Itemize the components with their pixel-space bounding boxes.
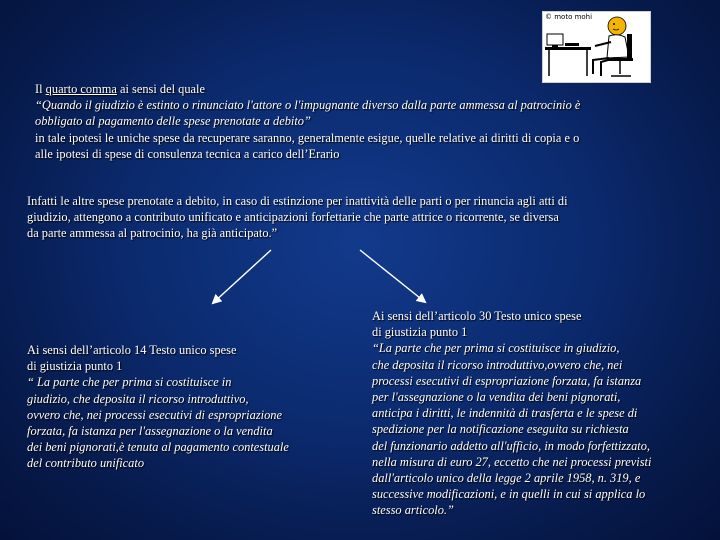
- article-30-box: [372, 308, 651, 519]
- article-14-quote-line: giudizio, che deposita il ricorso introduttivo,: [27, 391, 249, 406]
- infatti-line: giudizio, attengono a contributo unificato e anticipazioni forfettarie che parte attrice o ricorrente, se diversa: [27, 210, 559, 225]
- article-30-quote-line: del funzionario addetto all'ufficio, in modo forfettizzato,: [372, 438, 650, 453]
- article-30-quote-line: processi esecutivi di espropriazione forzata, fa istanza: [372, 373, 642, 388]
- article-14-quote-line: forzata, fa istanza per l'assegnazione o la vendita: [27, 424, 273, 439]
- intro-first-line: Il quarto comma ai sensi del quale: [35, 82, 205, 96]
- intro-plain-line: alle ipotesi di spese di consulenza tecnica a carico dell’Erario: [35, 146, 340, 161]
- article-14-quote-line: ovvero che, nei processi esecutivi di espropriazione: [27, 407, 282, 422]
- article-30-quote-line: successive modificazioni, e in quelli in cui si applica lo: [372, 487, 646, 502]
- quarto-comma-text: quarto comma: [45, 82, 117, 96]
- intro-quote-line: obbligato al pagamento delle spese prenotate a debito”: [35, 114, 311, 129]
- article-30-quote-line: nella misura di euro 27, eccetto che nei processi previsti: [372, 454, 652, 469]
- article-14-heading: Ai sensi dell’articolo 14 Testo unico spese: [27, 343, 237, 357]
- article-14-heading: di giustizia punto 1: [27, 359, 123, 374]
- article-30-heading: Ai sensi dell’articolo 30 Testo unico spese: [372, 309, 582, 323]
- arrow-left: [213, 250, 271, 303]
- article-14-box: [27, 342, 289, 472]
- article-30-quote-line: dall'articolo unico della legge 2 aprile 1958, n. 319, e: [372, 471, 641, 486]
- article-30-quote-line: anticipa i diritti, le indennità di trasferta e le spese di: [372, 406, 638, 421]
- article-30-quote-line: che deposita il ricorso introduttivo,ovvero che, nei: [372, 357, 623, 372]
- infatti-line: da parte ammessa al patrocinio, ha già anticipato.”: [27, 226, 278, 241]
- intro-plain-line: in tale ipotesi le uniche spese da recuperare saranno, generalmente esigue, quelle relative ai diritti di copia e o: [35, 130, 580, 145]
- article-30-quote-line: stesso articolo.”: [372, 503, 454, 518]
- infatti-line: Infatti le altre spese prenotate a debito, in caso di estinzione per inattività delle parti o per rinuncia agli atti di: [27, 194, 568, 208]
- article-30-quote-line: “La parte che per prima si costituisce in giudizio,: [372, 341, 620, 356]
- article-30-heading: di giustizia punto 1: [372, 325, 468, 340]
- article-30-quote-line: spedizione per la notificazione eseguita su richiesta: [372, 422, 629, 437]
- intro-quote-line: “Quando il giudizio è estinto o rinunciato l'attore o l'impugnante diverso dalla parte ammessa al patrocinio è: [35, 98, 581, 113]
- article-14-quote-line: del contributo unificato: [27, 456, 145, 471]
- article-14-quote-line: dei beni pignorati,è tenuta al pagamento contestuale: [27, 440, 289, 455]
- article-30-quote-line: per l'assegnazione o la vendita dei beni pignorati,: [372, 390, 621, 405]
- arrow-right: [360, 250, 425, 302]
- article-14-quote-line: “ La parte che per prima si costituisce in: [27, 375, 232, 390]
- clipart-caption: © moto mohi: [545, 13, 593, 21]
